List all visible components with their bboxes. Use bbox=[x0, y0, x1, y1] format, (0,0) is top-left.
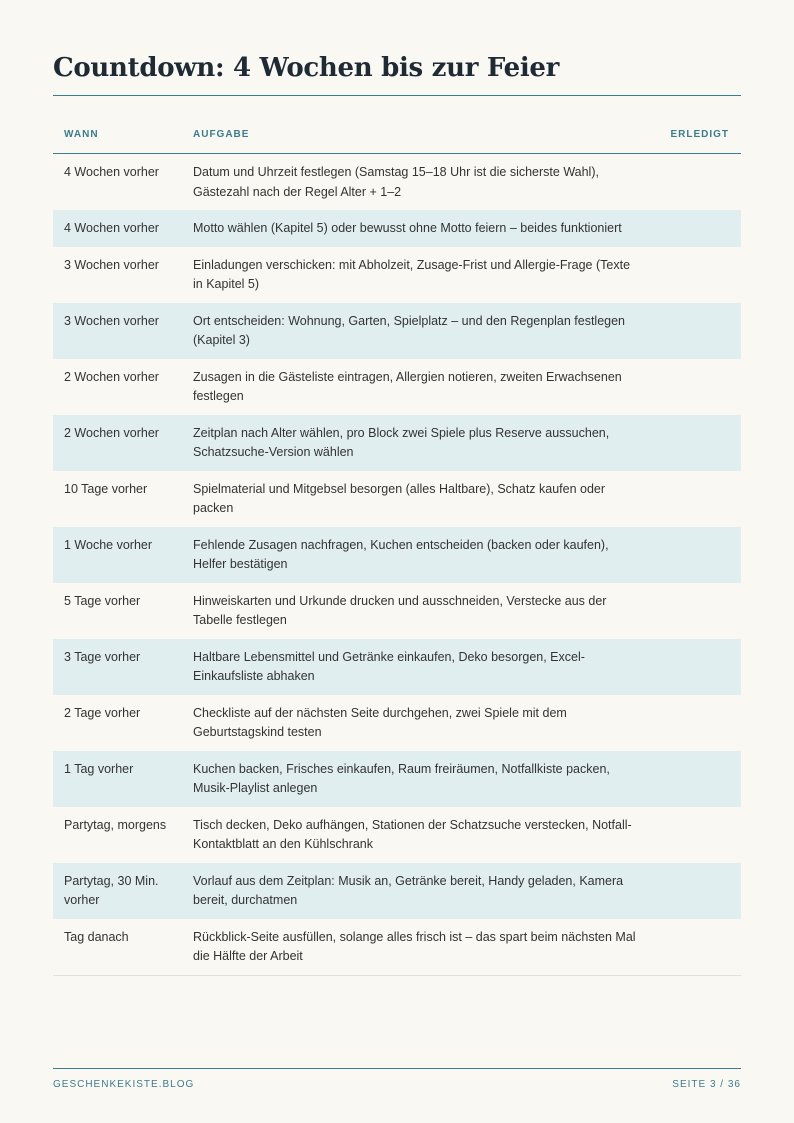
task-cell: Zeitplan nach Alter wählen, pro Block zwei Spiele plus Reserve aussuchen, Schatzsuche-Version wählen bbox=[182, 415, 652, 471]
task-cell: Motto wählen (Kapitel 5) oder bewusst ohne Motto feiern – beides funktioniert bbox=[182, 210, 652, 247]
page-title: Countdown: 4 Wochen bis zur Feier bbox=[53, 53, 560, 83]
done-cell[interactable] bbox=[652, 359, 741, 415]
done-cell[interactable] bbox=[652, 210, 741, 247]
task-cell: Zusagen in die Gästeliste eintragen, Allergien notieren, zweiten Erwachsenen festlegen bbox=[193, 369, 622, 403]
done-cell[interactable] bbox=[652, 863, 741, 919]
done-cell[interactable] bbox=[652, 303, 741, 359]
when-cell: 3 Wochen vorher bbox=[64, 257, 159, 272]
column-header-when: WANN bbox=[53, 116, 182, 154]
column-header-task: AUFGABE bbox=[182, 116, 652, 154]
done-cell[interactable] bbox=[652, 919, 741, 976]
done-cell[interactable] bbox=[652, 415, 741, 471]
done-cell[interactable] bbox=[652, 695, 741, 751]
done-cell[interactable] bbox=[652, 154, 741, 211]
when-cell: 2 Wochen vorher bbox=[64, 369, 159, 384]
when-cell: 10 Tage vorher bbox=[64, 481, 148, 496]
table-row bbox=[53, 210, 741, 247]
table-body bbox=[53, 154, 741, 976]
countdown-table bbox=[53, 116, 741, 976]
table-row bbox=[53, 527, 741, 583]
task-cell: Spielmaterial und Mitgebsel besorgen (alles Haltbare), Schatz kaufen oder packen bbox=[193, 481, 606, 515]
done-cell[interactable] bbox=[652, 751, 741, 807]
when-cell: 1 Tag vorher bbox=[53, 751, 182, 807]
when-cell: Partytag, morgens bbox=[64, 817, 167, 832]
task-cell: Hinweiskarten und Urkunde drucken und ausschneiden, Verstecke aus der Tabelle festlegen bbox=[193, 593, 607, 627]
table-row bbox=[53, 863, 741, 919]
header-row bbox=[53, 116, 741, 154]
title-divider bbox=[53, 95, 741, 96]
table-row bbox=[53, 359, 741, 415]
when-cell: Partytag, 30 Min. vorher bbox=[53, 863, 182, 919]
column-header-done: ERLEDIGT bbox=[652, 116, 741, 154]
task-cell: Fehlende Zusagen nachfragen, Kuchen entscheiden (backen oder kaufen), Helfer bestätigen bbox=[182, 527, 652, 583]
when-cell: 2 Tage vorher bbox=[64, 705, 141, 720]
when-cell: Tag danach bbox=[53, 919, 182, 976]
done-cell[interactable] bbox=[652, 247, 741, 303]
task-cell: Haltbare Lebensmittel und Getränke einkaufen, Deko besorgen, Excel-Einkaufsliste abhaken bbox=[182, 639, 652, 695]
table-row bbox=[53, 247, 741, 303]
task-cell: Einladungen verschicken: mit Abholzeit, Zusage-Frist und Allergie-Frage (Texte in Kapitel 5) bbox=[193, 257, 631, 291]
table-row bbox=[53, 415, 741, 471]
table-row bbox=[53, 639, 741, 695]
footer-site: GESCHENKEKISTE.BLOG bbox=[53, 1079, 195, 1090]
done-cell[interactable] bbox=[652, 807, 741, 863]
table-row bbox=[53, 695, 741, 751]
when-cell: 1 Woche vorher bbox=[53, 527, 182, 583]
done-cell[interactable] bbox=[652, 639, 741, 695]
task-cell: Ort entscheiden: Wohnung, Garten, Spielplatz – und den Regenplan festlegen (Kapitel 3) bbox=[182, 303, 652, 359]
when-cell: 3 Wochen vorher bbox=[53, 303, 182, 359]
done-cell[interactable] bbox=[652, 583, 741, 639]
table-row bbox=[53, 807, 741, 863]
done-cell[interactable] bbox=[652, 527, 741, 583]
task-cell: Kuchen backen, Frisches einkaufen, Raum freiräumen, Notfallkiste packen, Musik-Playlist anlegen bbox=[182, 751, 652, 807]
table-row bbox=[53, 154, 741, 211]
when-cell: 3 Tage vorher bbox=[53, 639, 182, 695]
table-row bbox=[53, 303, 741, 359]
task-cell: Rückblick-Seite ausfüllen, solange alles frisch ist – das spart beim nächsten Mal die Hälfte der Arbeit bbox=[182, 919, 652, 976]
table-row bbox=[53, 919, 741, 976]
task-cell: Checkliste auf der nächsten Seite durchgehen, zwei Spiele mit dem Geburtstagskind testen bbox=[193, 705, 567, 739]
done-cell[interactable] bbox=[652, 471, 741, 527]
when-cell: 4 Wochen vorher bbox=[64, 165, 159, 179]
task-cell: Datum und Uhrzeit festlegen (Samstag 15–18 Uhr ist die sicherste Wahl), Gästezahl nach der Regel Alter + 1–2 bbox=[193, 165, 599, 199]
table-header bbox=[53, 116, 741, 154]
task-cell: Tisch decken, Deko aufhängen, Stationen der Schatzsuche verstecken, Notfall-Kontaktblatt an den Kühlschrank bbox=[193, 817, 632, 851]
task-cell: Vorlauf aus dem Zeitplan: Musik an, Getränke bereit, Handy geladen, Kamera bereit, durchatmen bbox=[182, 863, 652, 919]
footer-divider bbox=[53, 1068, 741, 1069]
when-cell: 4 Wochen vorher bbox=[53, 210, 182, 247]
table-row bbox=[53, 751, 741, 807]
when-cell: 2 Wochen vorher bbox=[53, 415, 182, 471]
when-cell: 5 Tage vorher bbox=[64, 593, 141, 608]
table-row bbox=[53, 583, 741, 639]
footer-page-number: SEITE 3 / 36 bbox=[672, 1079, 741, 1090]
table-row bbox=[53, 471, 741, 527]
